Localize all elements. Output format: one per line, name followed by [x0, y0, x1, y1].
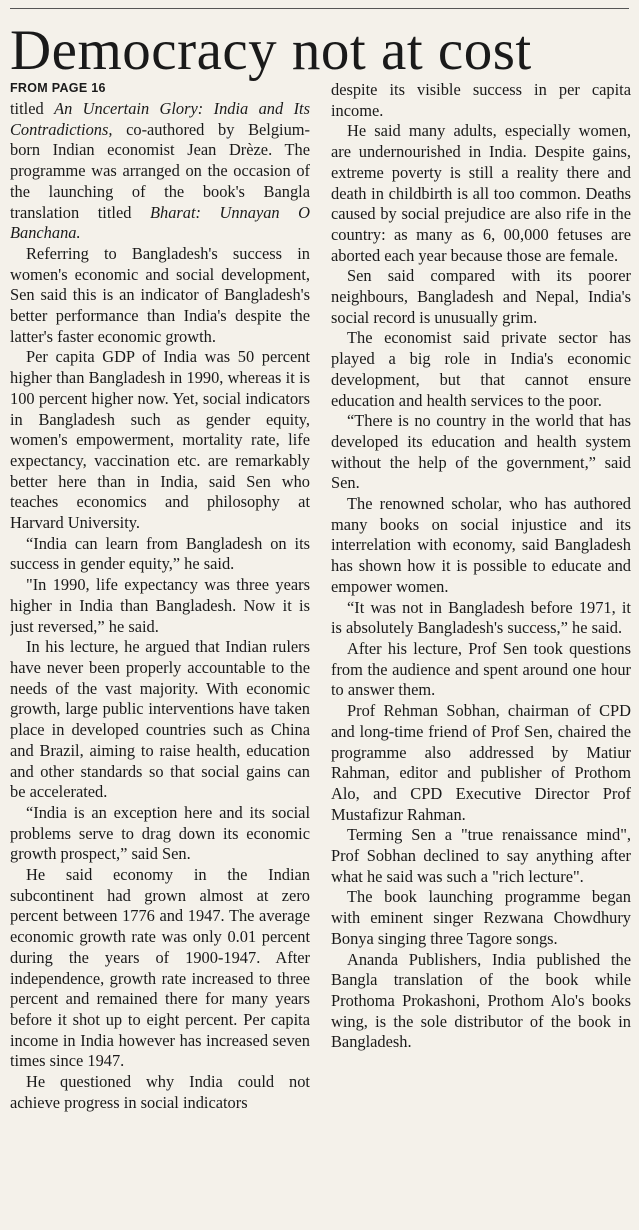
- paragraph: “It was not in Bangladesh before 1971, it is absolutely Bangladesh's success,” he said.: [331, 597, 631, 638]
- paragraph: Prof Rehman Sobhan, chairman of CPD and long-time friend of Prof Sen, chaired the programme also addressed by Matiur Rahman, editor and publisher of Prothom Alo, and CPD Executive Director Prof Mustafizur Rahman.: [331, 701, 631, 824]
- article-column-left: [10, 80, 310, 1230]
- paragraph: “India can learn from Bangladesh on its success in gender equity,” he said.: [10, 533, 310, 574]
- paragraph: Ananda Publishers, India published the Bangla translation of the book while Prothoma Prokashoni, Prothom Alo's books wing, is the sole distributor of the book in Bangladesh.: [331, 949, 631, 1052]
- article-headline: Democracy not at cost: [10, 19, 532, 82]
- paragraph: Referring to Bangladesh's success in women's economic and social development, Sen said this is an indicator of Bangladesh's better performance than India's despite the latter's faster economic growth.: [10, 243, 310, 346]
- paragraph: “India is an exception here and its social problems serve to drag down its economic growth prospect,” said Sen.: [10, 802, 310, 864]
- continuation-label: FROM PAGE 16: [10, 81, 106, 95]
- article-column-right: [331, 80, 631, 1230]
- paragraph: In his lecture, he argued that Indian rulers have never been properly accountable to the needs of the vast majority. With economic growth, large public interventions have taken place in developed countries such as China and Brazil, aiming to raise health, education and other standards so that social gains can be accelerated.: [10, 637, 310, 802]
- paragraph: Per capita GDP of India was 50 percent higher than Bangladesh in 1990, whereas it is 100 percent higher now. Yet, social indicators in Bangladesh such as gender equity, women's empowerment, mortality rate, life expectancy, vaccination etc. are remarkably better here than in India, said Sen who teaches economics and philosophy at Harvard University.: [10, 347, 310, 533]
- paragraph: He said many adults, especially women, are undernourished in India. Despite gains, extreme poverty is still a reality there and death in childbirth is all too common. Deaths caused by social prejudice are also rife in the country: as many as 6, 00,000 fetuses are aborted each year because those are female.: [331, 121, 631, 265]
- paragraph: “There is no country in the world that has developed its education and health system without the help of the government,” said Sen.: [331, 411, 631, 493]
- paragraph: He questioned why India could not achieve progress in social indicators: [10, 1072, 310, 1112]
- paragraph-text: co-authored by Belgium-born Indian economist Jean Drèze. The programme was arranged on the occasion of the launching of the book's Bangla translation titled: [10, 119, 310, 222]
- paragraph: The book launching programme began with eminent singer Rezwana Chowdhury Bonya singing three Tagore songs.: [331, 887, 631, 948]
- paragraph: [10, 99, 310, 244]
- paragraph: Terming Sen a "true renaissance mind", Prof Sobhan declined to say anything after what he said was such a "rich lecture".: [331, 825, 631, 886]
- paragraph: despite its visible success in per capita income.: [331, 80, 631, 120]
- paragraph: The renowned scholar, who has authored many books on social injustice and its interrelation with economy, said Bangladesh has shown how it is possible to educate and empower women.: [331, 494, 631, 596]
- paragraph: The economist said private sector has played a big role in India's economic development, but that cannot ensure education and health services to the poor.: [331, 328, 631, 410]
- paragraph-text: titled: [10, 99, 55, 118]
- book-title-bangla: Bharat: Unnayan O Banchana.: [10, 202, 310, 243]
- paragraph: "In 1990, life expectancy was three years higher in India than Bangladesh. Now it is just reversed,” he said.: [10, 575, 310, 636]
- paragraph: After his lecture, Prof Sen took questions from the audience and spent around one hour to answer them.: [331, 638, 631, 700]
- paragraph: Sen said compared with its poorer neighbours, Bangladesh and Nepal, India's social record is unusually grim.: [331, 266, 631, 327]
- book-title: An Uncertain Glory: India and Its Contradictions,: [10, 99, 310, 139]
- paragraph: He said economy in the Indian subcontinent had grown almost at zero percent between 1776 and 1947. The average economic growth rate was only 0.01 percent during the years of 1900-1947. After independence, growth rate increased to three percent and remained there for many years before it shot up to eight percent. Per capita income in India however has increased seven times since 1947.: [10, 865, 310, 1071]
- top-fragment-mark: [80, 0, 110, 9]
